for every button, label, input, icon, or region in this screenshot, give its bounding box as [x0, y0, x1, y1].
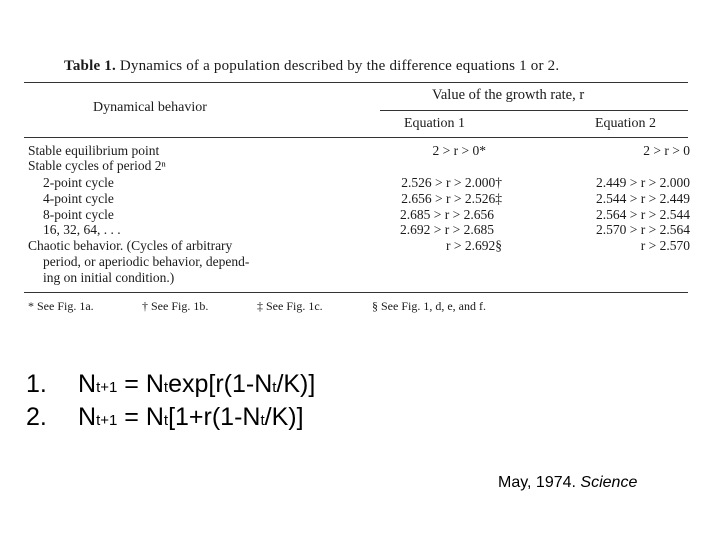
citation-journal: Science: [580, 474, 638, 491]
footnote: ‡ See Fig. 1c.: [257, 299, 323, 313]
eq2-cell: 2.570 > r > 2.564: [596, 222, 690, 237]
header-rule: [24, 137, 688, 138]
citation-author-year: May, 1974.: [498, 474, 576, 491]
footnote: * See Fig. 1a.: [28, 299, 94, 313]
citation: [498, 474, 637, 492]
table-title: Dynamics of a population described by the difference equations 1 or 2.: [119, 58, 560, 74]
eq1-cell: 2 > r > 0*: [432, 143, 486, 158]
eq-lhs: N: [78, 370, 97, 398]
footnote: † See Fig. 1b.: [142, 299, 209, 313]
row-label: 8-point cycle: [43, 207, 114, 222]
eq-term: N: [145, 403, 164, 431]
row-label: ing on initial condition.): [43, 270, 175, 285]
row-label: 2-point cycle: [43, 175, 114, 190]
equation-number: 2.: [26, 403, 47, 431]
eq-term: /K)]: [276, 370, 316, 398]
eq2-cell: r > 2.570: [640, 238, 690, 253]
equation-2: 2. N t+1 = N t [1+r(1-N t /K)]: [26, 401, 315, 434]
eq-term: /K)]: [264, 403, 304, 431]
eq-term: N: [145, 370, 164, 398]
eq-sign: =: [117, 370, 146, 398]
bottom-rule: [24, 292, 688, 293]
eq1-cell: 2.692 > r > 2.685: [400, 222, 494, 237]
equation-number: 1.: [26, 370, 47, 398]
eq1-cell: 2.685 > r > 2.656: [400, 207, 494, 222]
top-rule: [24, 82, 688, 83]
eq-sign: =: [117, 403, 146, 431]
eq2-cell: 2.564 > r > 2.544: [596, 207, 690, 222]
eq1-cell: 2.526 > r > 2.000†: [401, 175, 502, 190]
row-label: Stable equilibrium point: [28, 143, 160, 158]
table-number: Table 1.: [64, 58, 116, 74]
eq2-cell: 2.449 > r > 2.000: [596, 175, 690, 190]
footnote: § See Fig. 1, d, e, and f.: [372, 299, 486, 313]
row-label: 4-point cycle: [43, 191, 114, 206]
growth-rate-rule: [380, 110, 688, 111]
equation-1: 1. N t+1 = N t exp[r(1-N t /K)]: [26, 368, 315, 401]
equations-list: [26, 368, 315, 434]
eq1-cell: r > 2.692§: [446, 238, 502, 253]
eq2-cell: 2 > r > 0: [643, 143, 690, 158]
eq-term: exp[r(1-N: [168, 370, 273, 398]
row-label: period, or aperiodic behavior, depend-: [43, 254, 250, 269]
row-label: 16, 32, 64, . . .: [43, 222, 121, 237]
row-label: Chaotic behavior. (Cycles of arbitrary: [28, 238, 233, 253]
row-label: Stable cycles of period 2ⁿ: [28, 158, 166, 173]
eq2-cell: 2.544 > r > 2.449: [596, 191, 690, 206]
header-growth-rate: Value of the growth rate, r: [432, 87, 585, 103]
eq1-cell: 2.656 > r > 2.526‡: [401, 191, 502, 206]
header-equation-2: Equation 2: [595, 116, 657, 131]
eq-term: [1+r(1-N: [168, 403, 261, 431]
table-caption: [64, 58, 559, 75]
eq-lhs: N: [78, 403, 97, 431]
header-equation-1: Equation 1: [404, 116, 466, 131]
header-dynamical-behavior: Dynamical behavior: [93, 100, 207, 115]
